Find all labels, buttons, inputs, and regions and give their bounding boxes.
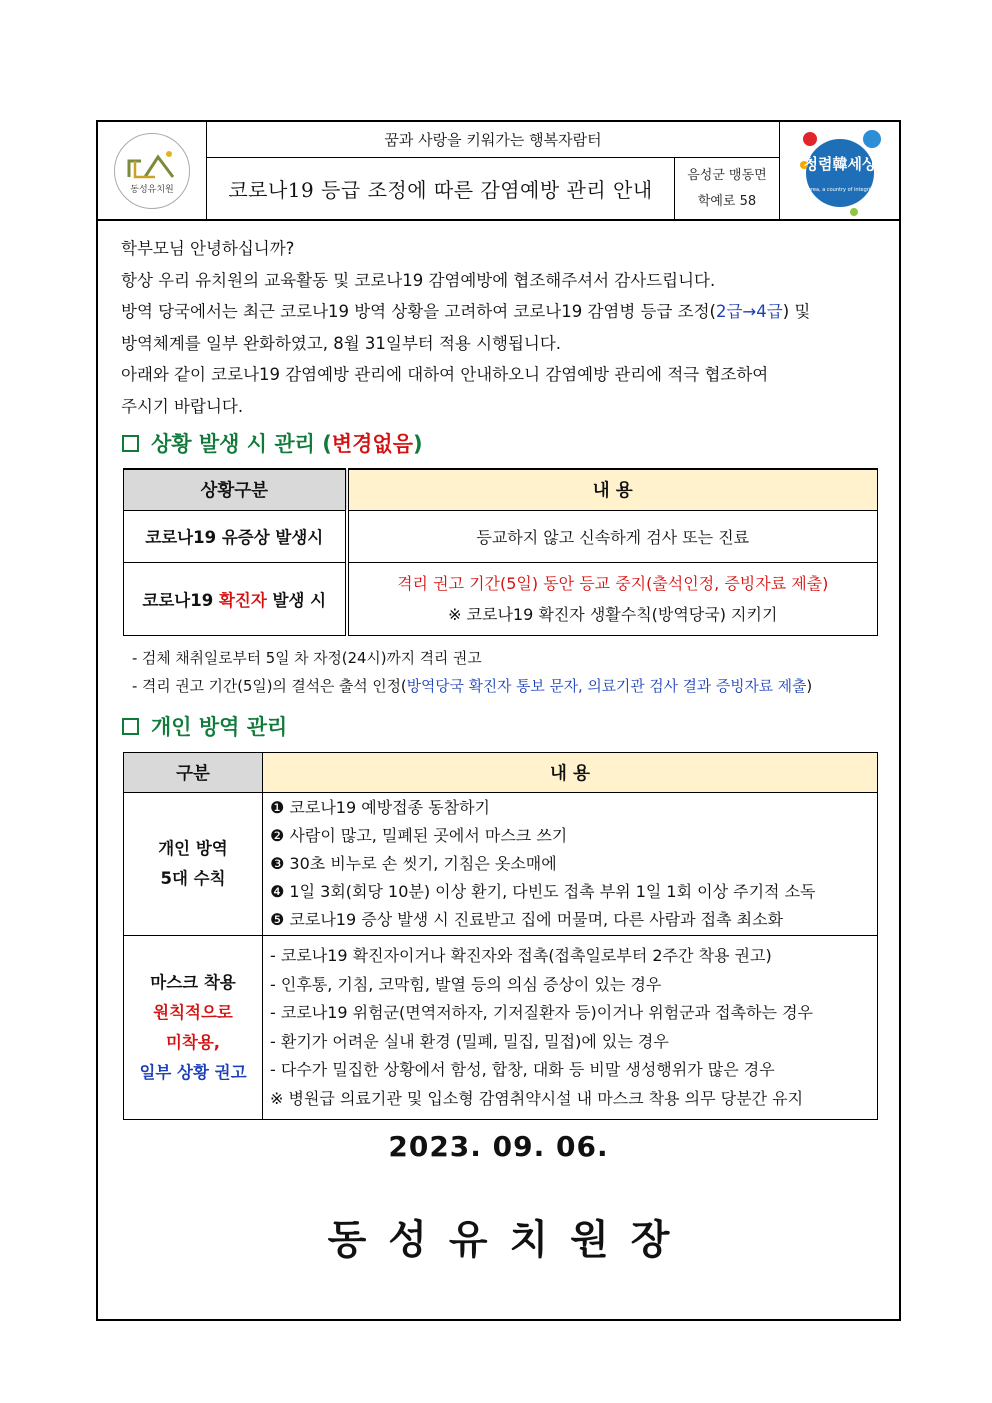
table-row — [124, 562, 878, 635]
checkbox-square-icon — [122, 435, 139, 452]
motto: 꿈과 사랑을 키워가는 행복자람터 — [207, 122, 779, 158]
kindergarten-logo-cell — [98, 122, 207, 219]
house-logo-icon — [125, 147, 179, 181]
list-item: - 코로나19 확진자이거나 확진자와 접촉(접촉일로부터 2주간 착용 권고) — [270, 946, 772, 965]
address-line-1: 음성군 맹동면 — [687, 167, 767, 183]
list-item: - 코로나19 위험군(면역저하자, 기저질환자 등)이거나 위험군과 접촉하는 경우 — [270, 1003, 813, 1022]
row-label: 마스크 착용 원칙적으로 미착용, 일부 상황 권고 — [124, 936, 263, 1120]
section-title-personal: 개인 방역 관리 — [122, 711, 287, 741]
list-item: ❷ 사람이 많고, 밀폐된 곳에서 마스크 쓰기 — [270, 826, 568, 845]
row-label: 코로나19 유증상 발생시 — [124, 510, 347, 562]
header-category: 구분 — [124, 753, 263, 793]
row-content — [347, 562, 878, 635]
row-label: 코로나19 확진자 발생 시 — [124, 562, 347, 635]
note-line: - 검체 채취일로부터 5일 차 자정(24시)까지 격리 권고 — [132, 650, 482, 667]
document-date: 2023. 09. 06. — [388, 1130, 609, 1163]
signer: 동성유치원장 — [327, 1217, 692, 1263]
checkbox-square-icon — [122, 718, 139, 735]
quarantine-note: ※ 코로나19 확진자 생활수칙(방역당국) 지키기 — [448, 604, 778, 624]
personal-prevention-table — [123, 752, 878, 1120]
intro-line: 방역체계를 일부 완화하였고, 8월 31일부터 적용 시행됩니다. — [121, 333, 562, 353]
header-content: 내 용 — [347, 469, 878, 510]
document-header — [98, 122, 899, 221]
grade-change: 2급→4급 — [716, 302, 783, 321]
table-header-row — [124, 469, 878, 510]
intro-text — [121, 233, 873, 422]
header-content: 내 용 — [263, 753, 878, 793]
mask-cases-list — [263, 936, 878, 1120]
table-row — [124, 510, 878, 562]
list-item: - 인후통, 기침, 코막힘, 발열 등의 의심 증상이 있는 경우 — [270, 974, 662, 994]
row-label: 개인 방역 5대 수칙 — [124, 793, 263, 936]
list-item: - 환기가 어려운 실내 환경 (밀폐, 밀집, 밀접)에 있는 경우 — [270, 1031, 669, 1051]
document-title: 코로나19 등급 조정에 따른 감염예방 관리 안내 — [207, 158, 675, 219]
address — [675, 158, 779, 219]
table-row — [124, 936, 878, 1120]
list-item: - 다수가 밀집한 상황에서 함성, 합창, 대화 등 비말 생성행위가 많은 경우 — [270, 1060, 775, 1079]
integrity-emblem-icon — [792, 125, 888, 217]
address-line-2: 학예로 58 — [697, 193, 757, 209]
intro-line: 주시기 바랍니다. — [121, 396, 244, 416]
title-row — [207, 158, 779, 219]
document-frame — [96, 120, 901, 1321]
row-content: 등교하지 않고 신속하게 검사 또는 진료 — [347, 510, 878, 562]
section-title-situation: 상황 발생 시 관리 (변경없음) — [122, 428, 423, 458]
intro-line: 항상 우리 유치원의 교육활동 및 코로나19 감염예방에 협조해주셔서 감사드립니다. — [121, 270, 716, 290]
situation-notes — [132, 645, 812, 701]
quarantine-rule: 격리 권고 기간(5일) 동안 등교 중지(출석인정, 증빙자료 제출) — [397, 573, 829, 593]
situation-table — [123, 468, 878, 636]
list-item: ❹ 1일 3회(회당 10분) 이상 환기, 다빈도 접촉 부위 1일 1회 이상 주기적 소독 — [270, 882, 816, 901]
list-item: ※ 병원급 의료기관 및 입소형 감염취약시설 내 마스크 착용 의무 당분간 유지 — [270, 1088, 804, 1108]
list-item: ❶ 코로나19 예방접종 동참하기 — [270, 798, 490, 817]
title-block — [207, 122, 780, 219]
note-line: - 격리 권고 기간(5일)의 결석은 출석 인정(방역당국 확진자 통보 문자, 의료기관 검사 결과 증빙자료 제출) — [132, 678, 813, 695]
table-row — [124, 793, 878, 936]
logo-caption: 동성유치원 — [130, 184, 174, 195]
intro-line: 아래와 같이 코로나19 감염예방 관리에 대하여 안내하오니 감염예방 관리에 적극 협조하여 — [121, 365, 769, 384]
intro-line: 학부모님 안녕하십니까? — [121, 239, 295, 258]
integrity-emblem-cell — [780, 122, 899, 219]
header-situation: 상황구분 — [124, 469, 347, 510]
rules-list — [263, 793, 878, 936]
emblem-subtext: Korea, a country of integrity — [804, 186, 875, 193]
table-header-row — [124, 753, 878, 793]
intro-line: 방역 당국에서는 최근 코로나19 방역 상황을 고려하여 코로나19 감염병 등급 조정(2급→4급) 및 — [121, 302, 811, 321]
list-item: ❸ 30초 비누로 손 씻기, 기침은 옷소매에 — [270, 854, 557, 873]
emblem-text: 청렴韓세상 — [803, 154, 876, 173]
list-item: ❺ 코로나19 증상 발생 시 진료받고 집에 머물며, 다른 사람과 접촉 최소화 — [270, 910, 784, 929]
kindergarten-logo — [114, 133, 190, 209]
